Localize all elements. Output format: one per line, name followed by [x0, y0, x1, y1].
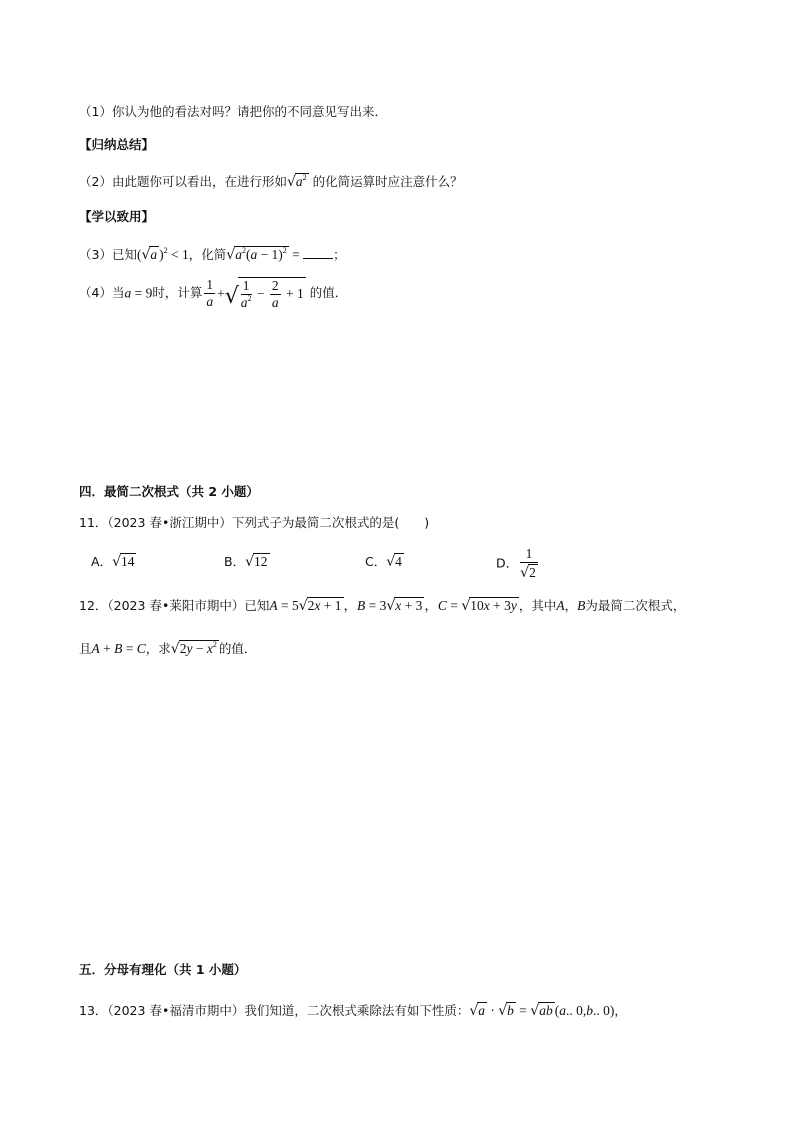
question-12-text-a: 12．（2023 春•莱阳市期中）已知 [79, 598, 270, 613]
math-sqrt-a2: $√a^2$ [286, 173, 307, 190]
option-a-math: √14 [112, 554, 135, 570]
question-12-text-e: ，求 [145, 641, 171, 656]
section-heading-5 [79, 964, 246, 977]
part-3-text-a: （3）已知 [79, 247, 137, 262]
option-c[interactable] [365, 553, 404, 569]
section-4-text: 四．最简二次根式（共 2 小题） [79, 484, 259, 499]
part-2-text-a: （2）由此题你可以看出，在进行形如 [79, 174, 287, 189]
part-4-text-a: （4）当 [79, 285, 125, 301]
part-2-text-b: 的化简运算时应注意什么？ [312, 174, 463, 189]
section-5-text: 五．分母有理化（共 1 小题） [79, 962, 247, 977]
math-b: B [577, 598, 586, 613]
math-condition: (√a )$^2$ < 1 [136, 246, 189, 263]
option-b-label: B． [224, 554, 246, 569]
part-3-text-b: ，化简 [188, 247, 227, 262]
question-10-part-4 [79, 277, 347, 310]
question-10-part-2 [79, 173, 463, 189]
heading-summary [79, 139, 154, 152]
math-product-rule: √a · √b = √ab (a.. 0,b.. 0) [469, 1003, 615, 1019]
part-1-text: （1）你认为他的看法对吗？请把你的不同意见写出来． [79, 104, 387, 119]
question-12-text-f: 的值． [218, 641, 257, 656]
answer-blank[interactable] [303, 248, 333, 259]
option-a-label: A． [91, 554, 113, 569]
question-10-part-3 [79, 246, 346, 262]
math-a-b: A [556, 598, 565, 613]
heading-apply [79, 211, 154, 224]
part-4-text-c: 的值． [309, 285, 348, 301]
question-12-text-c: 为最简二次根式， [585, 598, 686, 613]
option-c-label: C． [365, 554, 387, 569]
option-a[interactable] [91, 553, 136, 569]
question-12-text-b: ，其中 [518, 598, 557, 613]
option-d-label: D． [496, 555, 519, 571]
option-d-math: $\frac{1}{√2}$ [520, 546, 536, 582]
option-c-math: √4 [386, 554, 402, 570]
question-12-line-2 [79, 640, 256, 656]
math-a-equals-9: a = 9 [124, 285, 153, 301]
question-12-line-1: 12．（2023 春•莱阳市期中）已知A = 5√2x + 1 ，B = 3√x + 3 ，C = √10x + 3y ，其中A，B为最简二次根式， [79, 598, 686, 614]
heading-apply-text: 【学以致用】 [79, 209, 155, 224]
question-11-options [0, 547, 794, 581]
question-10-part-1 [79, 106, 387, 119]
option-b-math: √12 [245, 554, 268, 570]
math-compound-expression: $\frac{1}{a}$ +√ $\frac{1}{a^2}$ − $\frac{2}{a}$ + 1 [206, 277, 304, 311]
math-target: $√2y - x^2$ [170, 640, 217, 657]
math-sum-condition: A + B = C [91, 641, 146, 656]
question-11 [79, 517, 429, 530]
question-11-text: 11．（2023 春•浙江期中）下列式子为最简二次根式的是( ) [79, 515, 430, 530]
question-12-text-d: 且 [79, 641, 92, 656]
math-definitions: A = 5√2x + 1 ，B = 3√x + 3 ，C = √10x + 3y [269, 598, 517, 614]
part-4-text-b: 时，计算 [152, 285, 203, 301]
question-13: 13．（2023 春•福清市期中）我们知道，二次根式乘除法有如下性质：√a · √b = √ab (a.. 0,b.. 0)， [79, 1003, 627, 1019]
option-b[interactable] [224, 553, 270, 569]
section-heading-4 [79, 486, 259, 499]
part-3-text-c: ； [333, 247, 346, 262]
option-d[interactable] [496, 547, 540, 581]
question-13-text: 13．（2023 春•福清市期中）我们知道，二次根式乘除法有如下性质： [79, 1003, 470, 1018]
heading-summary-text: 【归纳总结】 [79, 137, 155, 152]
math-expression: $√a^2(a - 1)^2$ = [226, 247, 333, 262]
